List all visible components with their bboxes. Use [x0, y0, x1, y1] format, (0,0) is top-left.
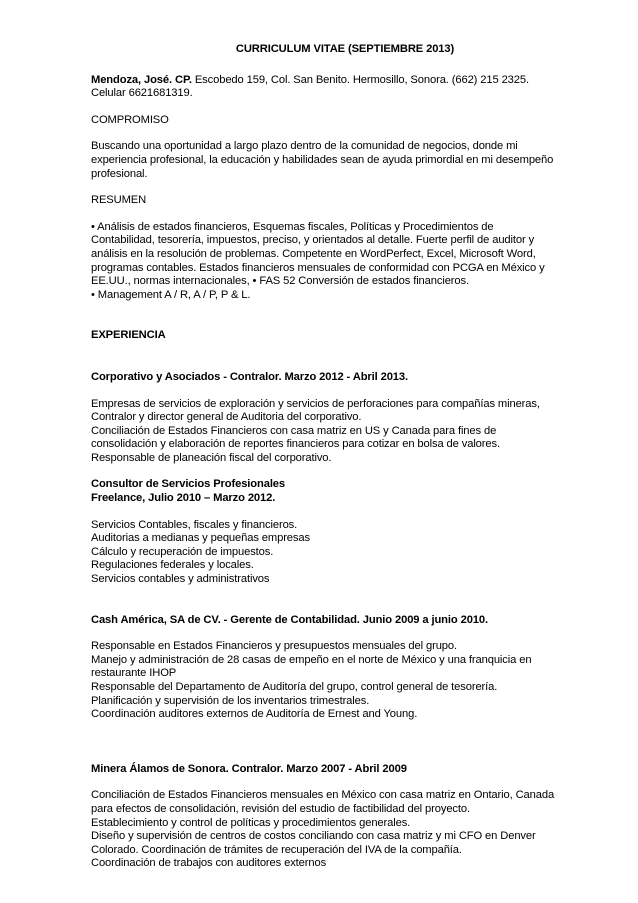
job-line: Establecimiento y control de políticas y procedimientos generales. [91, 816, 411, 829]
job-line: Responsable en Estados Financieros y presupuestos mensuales del grupo. [91, 640, 457, 653]
document-title: CURRICULUM VITAE (SEPTIEMBRE 2013) [235, 43, 455, 55]
job-line: Coordinación auditores externos de Auditoría de Ernest and Young. [91, 708, 418, 721]
job-line: Conciliación de Estados Financieros con casa matriz en US y Canada para fines de [91, 424, 497, 437]
experiencia-heading: EXPERIENCIA [91, 329, 166, 342]
candidate-address: Escobedo 159, Col. San Benito. Hermosillo, Sonora. (662) 215 2325. [191, 73, 529, 86]
contact-line [91, 74, 559, 88]
job-line: Auditorias a medianas y pequeñas empresas [91, 532, 310, 545]
job-title: Corporativo y Asociados - Contralor. Marzo 2012 - Abril 2013. [91, 370, 408, 383]
resume-body [91, 43, 559, 871]
resumen-line: Contabilidad, tesorería, impuestos, preciso, y orientados al detalle. Fuerte perfil de auditor y [91, 234, 535, 247]
job-line: Contralor y director general de Auditoria del corporativo. [91, 411, 362, 424]
job-line: Planificación y supervisión de los inventarios trimestrales. [91, 694, 370, 707]
job-line: Cálculo y recuperación de impuestos. [91, 545, 274, 558]
job-title: Minera Álamos de Sonora. Contralor. Marzo 2007 - Abril 2009 [91, 762, 407, 775]
compromiso-line: profesional. [91, 167, 148, 180]
job-entry [91, 478, 559, 586]
resumen-text [91, 221, 559, 303]
resumen-line: programas contables. Estados financieros mensuales de conformidad con PCGA en México y [91, 261, 545, 274]
compromiso-text [91, 140, 559, 181]
compromiso-line: Buscando una oportunidad a largo plazo dentro de la comunidad de negocios, donde mi [91, 140, 518, 153]
compromiso-line: experiencia profesional, la educación y habilidades sean de ayuda primordial en mi desempeño [91, 153, 554, 166]
job-title: Consultor de Servicios Profesionales [91, 478, 286, 491]
resumen-line: EE.UU., normas internacionales, • FAS 52 Conversión de estados financieros. [91, 275, 469, 288]
contact-block [91, 74, 559, 101]
job-line: para efectos de consolidación, revisión del estudio de factibilidad del proyecto. [91, 802, 470, 815]
job-line: Responsable del Departamento de Auditoría del grupo, control general de tesorería. [91, 681, 498, 693]
job-line: Manejo y administración de 28 casas de empeño en el norte de México y una franquicia en [91, 653, 532, 666]
job-line: Conciliación de Estados Financieros mensuales en México con casa matriz en Ontario, Canada [91, 789, 555, 802]
job-line: Empresas de servicios de exploración y servicios de perforaciones para compañías mineras, [91, 397, 540, 410]
job-line: Servicios Contables, fiscales y financieros. [91, 518, 298, 531]
job-line: Colorado. Coordinación de trámites de recuperación del IVA de la compañía. [91, 843, 462, 856]
job-entry [91, 371, 559, 466]
job-subtitle: Freelance, Julio 2010 – Marzo 2012. [91, 492, 276, 505]
candidate-cell: Celular 6621681319. [91, 87, 193, 100]
compromiso-heading: COMPROMISO [91, 113, 169, 126]
job-line: Diseño y supervisión de centros de costos conciliando con casa matriz y mi CFO en Denver [91, 830, 536, 843]
candidate-name: Mendoza, José. CP. [91, 73, 192, 86]
resumen-line: • Management A / R, A / P, P & L. [91, 288, 251, 301]
job-line: restaurante IHOP [91, 667, 177, 680]
job-line: Coordinación de trabajos con auditores externos [91, 857, 327, 870]
job-entry [91, 614, 559, 722]
job-title: Cash América, SA de CV. - Gerente de Contabilidad. Junio 2009 a junio 2010. [91, 613, 488, 626]
resumen-line: análisis en la resolución de problemas. Competente en WordPerfect, Excel, Microsoft Word, [91, 247, 536, 260]
resumen-line: • Análisis de estados financieros, Esquemas fiscales, Políticas y Procedimientos de [91, 220, 494, 233]
job-line: Regulaciones federales y locales. [91, 559, 254, 572]
job-line: Servicios contables y administrativos [91, 573, 270, 586]
job-entry [91, 763, 559, 871]
job-line: Responsable de planeación fiscal del corporativo. [91, 451, 332, 464]
job-line: consolidación y elaboración de reportes financieros para cotizar en bolsa de valores. [91, 438, 500, 451]
resumen-heading: RESUMEN [91, 194, 147, 207]
